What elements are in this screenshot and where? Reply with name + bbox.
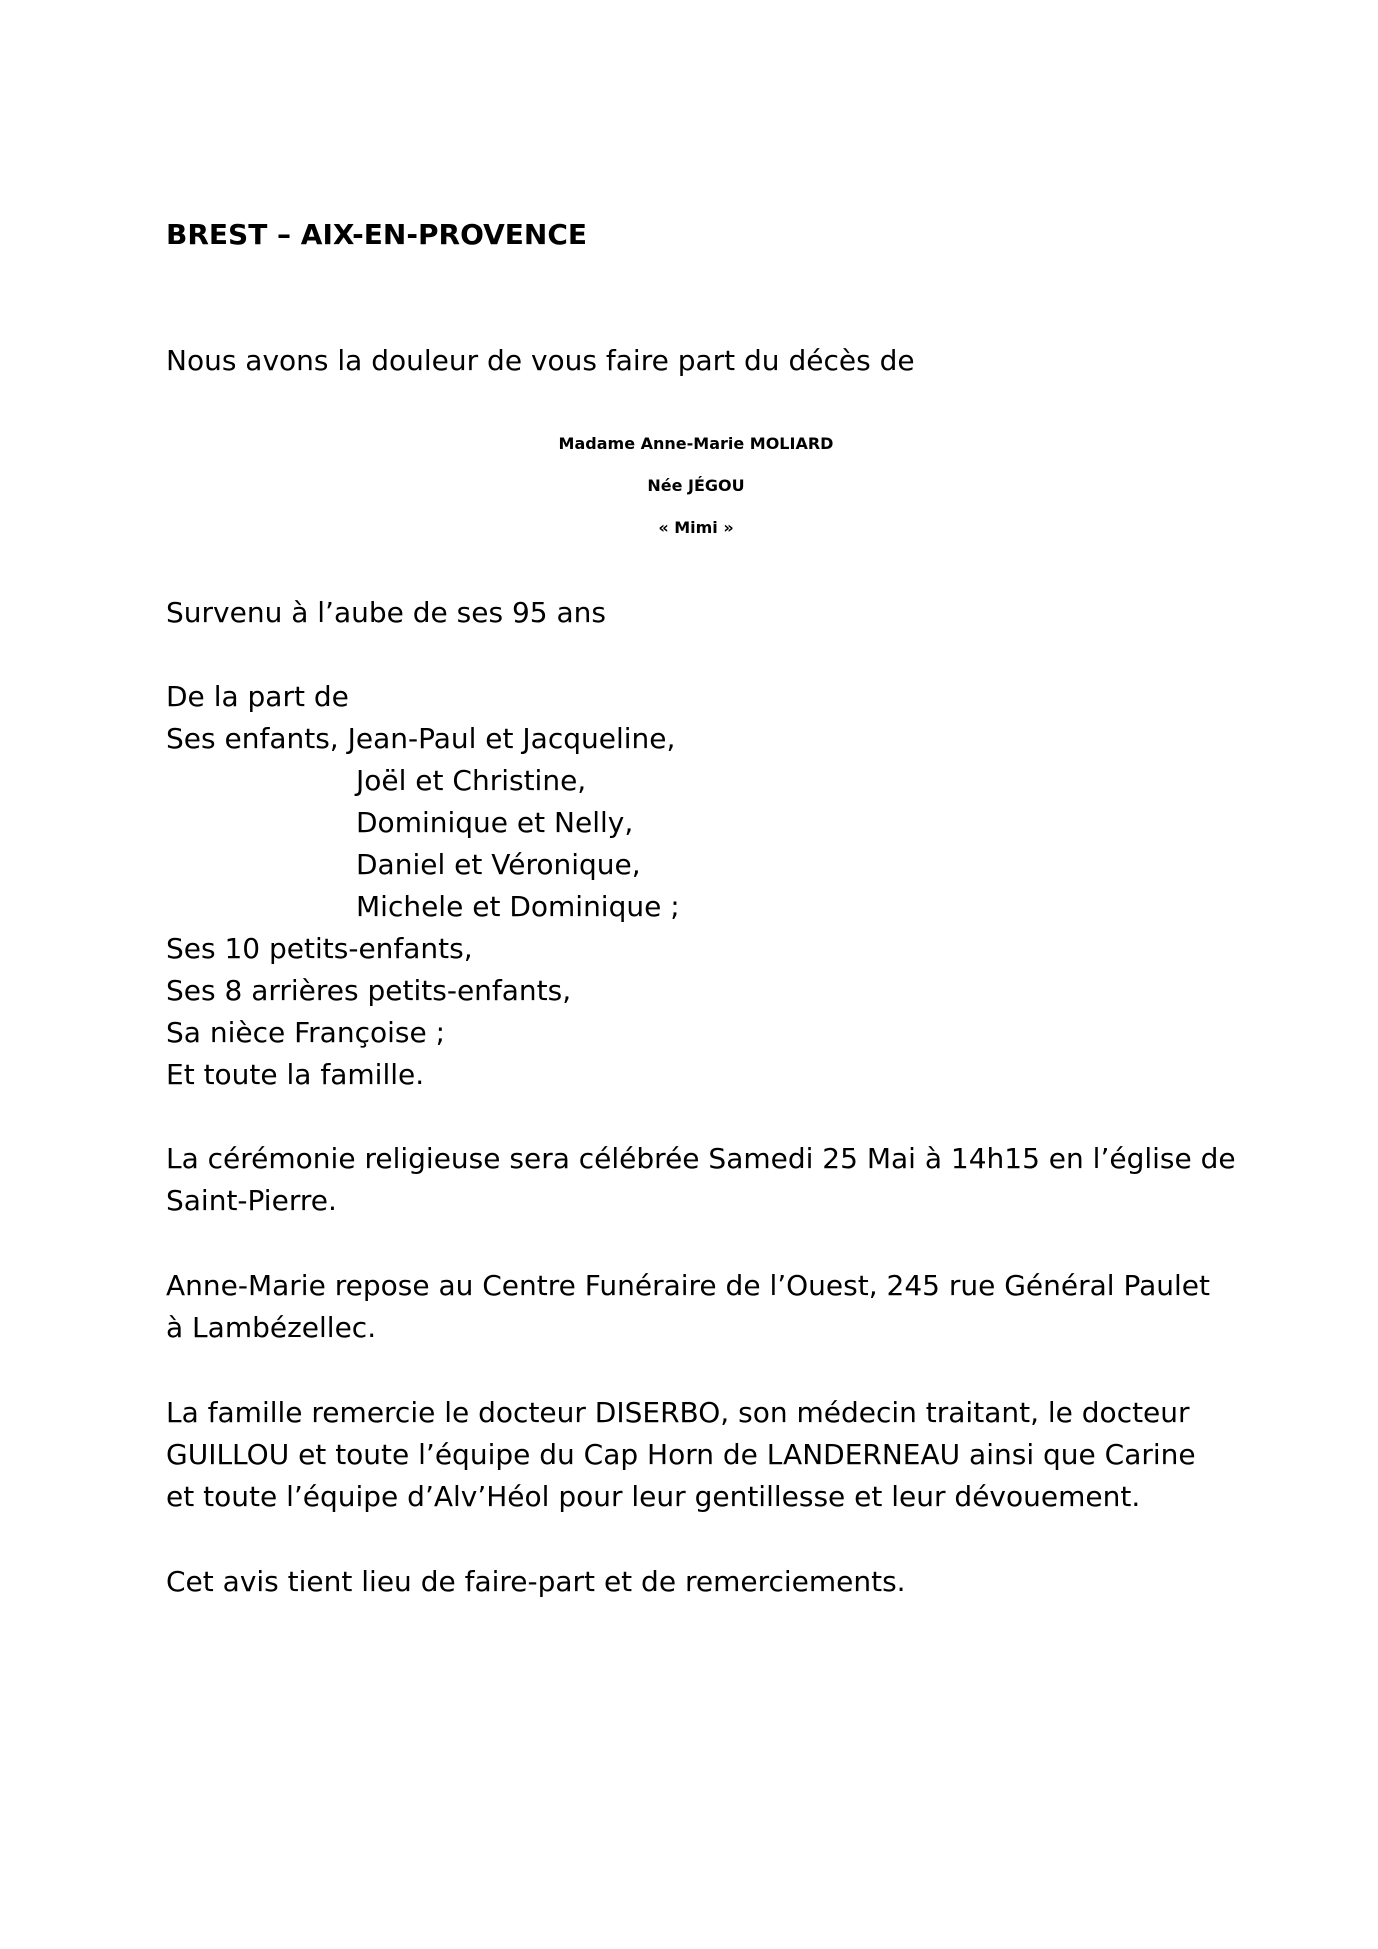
location-heading: BREST – AIX-EN-PROVENCE — [166, 218, 588, 251]
deceased-name: Madame Anne-Marie MOLIARD — [558, 434, 834, 453]
deceased-birth-name: Née JÉGOU — [647, 476, 745, 495]
rest-location-line: Anne-Marie repose au Centre Funéraire de l’Ouest, 245 rue Général Paulet — [166, 1269, 1210, 1302]
intro-text: Nous avons la douleur de vous faire part du décès de — [166, 344, 915, 377]
from-label: De la part de — [166, 680, 349, 713]
child-couple: Daniel et Véronique, — [356, 848, 641, 881]
deceased-nickname: « Mimi » — [658, 518, 734, 537]
thanks-line: GUILLOU et toute l’équipe du Cap Horn de LANDERNEAU ainsi que Carine — [166, 1438, 1196, 1471]
great-grandchildren-line: Ses 8 arrières petits-enfants, — [166, 974, 572, 1007]
ceremony-line: La cérémonie religieuse sera célébrée Samedi 25 Mai à 14h15 en l’église de — [166, 1142, 1236, 1175]
rest-location-line: à Lambézellec. — [166, 1311, 377, 1344]
child-couple: Michele et Dominique ; — [356, 890, 680, 923]
children-intro: Ses enfants, Jean-Paul et Jacqueline, — [166, 722, 676, 755]
child-couple: Joël et Christine, — [356, 764, 587, 797]
niece-line: Sa nièce Françoise ; — [166, 1016, 446, 1049]
thanks-line: La famille remercie le docteur DISERBO, son médecin traitant, le docteur — [166, 1396, 1190, 1429]
all-family-line: Et toute la famille. — [166, 1058, 425, 1091]
age-line: Survenu à l’aube de ses 95 ans — [166, 596, 606, 629]
ceremony-line: Saint-Pierre. — [166, 1184, 337, 1217]
closing-line: Cet avis tient lieu de faire-part et de remerciements. — [166, 1565, 906, 1598]
thanks-line: et toute l’équipe d’Alv’Héol pour leur gentillesse et leur dévouement. — [166, 1480, 1141, 1513]
grandchildren-line: Ses 10 petits-enfants, — [166, 932, 473, 965]
child-couple: Dominique et Nelly, — [356, 806, 634, 839]
